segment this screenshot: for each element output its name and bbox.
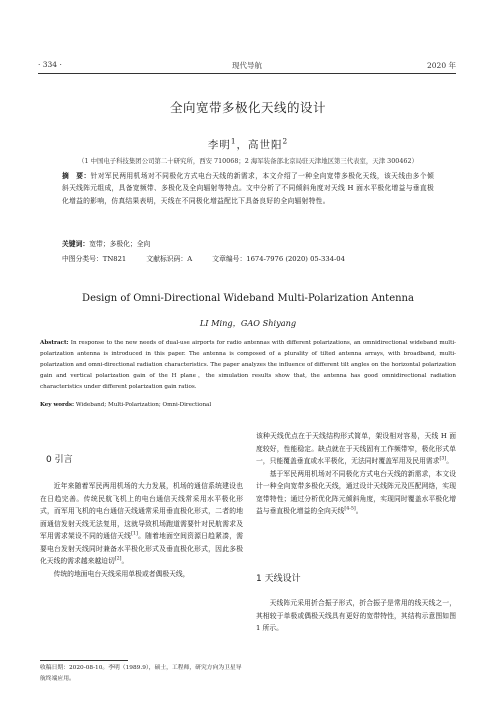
paragraph: 传统的地面电台天线采用单极或者偶极天线，	[53, 569, 190, 578]
citation: [3]	[439, 456, 447, 462]
journal-name: 现代导航	[232, 61, 262, 70]
document-code: 文献标识码：A	[146, 255, 193, 263]
section-0-heading: 0 引言	[46, 455, 73, 465]
keywords-cn	[62, 238, 150, 248]
abstract-en-label: Abstract:	[40, 340, 69, 346]
running-header	[38, 60, 456, 72]
page-number: · 334 ·	[38, 60, 62, 69]
citation: [4-5]	[344, 506, 356, 512]
author-1: 李明	[207, 139, 231, 151]
abstract-en-text: In response to the new needs of dual-use airports for radio antennas with different polarizations, an omnidirectional wideband multi-polarization antenna is introduced in this paper. The antenna is composed of a plurality of tilted antenna arrays, with broadband, multi-polarization and omni-directional radiation characteristics. The paper analyzes the influence of different tilt angles on the horizontal polarization gain and vertical polarization gain of the H plane，the simulation results show that, the antenna has good omnidirectional radiation characteristics under different polarization gain ratios.	[40, 340, 456, 390]
keywords-en-label: Key words:	[40, 402, 75, 408]
journal-year: 2020 年	[427, 61, 456, 70]
footnote-rule	[40, 660, 128, 661]
header-rule	[38, 73, 456, 74]
clc-number: 中图分类号：TN821	[62, 255, 127, 263]
paragraph: 基于军民两用机场对不同极化方式电台天线的新需求，本文设计一种全向宽带多极化天线，通过设计天线阵元及匹配网络，实现宽带特性；通过分析优化阵元倾斜角度，实现同时覆盖水平极化增益与垂直极化增益的全向天线[4-5]。	[256, 469, 456, 515]
author-line: 李明$^1$，高世阳$^2$	[207, 136, 289, 151]
right-column	[256, 430, 456, 518]
left-column	[40, 480, 243, 580]
paper-title-en: Design of Omni-Directional Wideband Multi-Polarization Antenna	[82, 293, 414, 304]
keywords-en	[40, 402, 211, 408]
author-2: 高世阳	[248, 139, 283, 151]
paragraph: 近年来随着军民两用机场的大力发展，机场的通信系统建设也在日趋完善。传统民航飞机上的电台通信天线常采用水平极化形式，而军用飞机的电台通信天线通常采用垂直极化形式，二者的地面通信发射天线无法复用，这就导致机场跑道需要针对民航需求及军用需求架设不同的通信天线[1]。随着地面空间资源日趋紧凑，需要电台发射天线同时兼备水平极化形式及垂直极化形式，因此多极化天线的需求越来越迫切[2]。	[40, 482, 244, 565]
classification-line	[62, 253, 434, 263]
section-1-body	[256, 597, 456, 635]
keywords-en-text: Wideband; Multi-Polarization; Omni-Directional	[74, 402, 212, 408]
affiliation: （1 中国电子科技集团公司第二十研究所，西安 710068；2 海军装备部北京局驻天津地区第三代表室，天津 300462）	[78, 157, 418, 165]
keywords-cn-label: 关键词：	[62, 240, 90, 248]
author-2-affil: 2	[282, 136, 289, 146]
citation: [1]	[131, 531, 138, 537]
author-1-affil: 1	[230, 136, 237, 146]
authors-en: LI Ming，GAO Shiyang	[199, 318, 297, 328]
footnote: 收稿日期：2020-08-10。李明（1989.9），硕士，工程师，研究方向为卫星导航终端应用。	[40, 665, 242, 682]
paragraph: 该种天线优点在于天线结构形式简单，架设相对容易，天线 H 面度较好，性能稳定。缺点就在于天线固有工作频带窄，极化形式单一，只能覆盖垂直或水平极化，无法同时覆盖军用及民用需求[3]。	[256, 432, 456, 465]
abstract-cn-label: 摘 要：	[62, 172, 91, 180]
section-1-heading: 1 天线设计	[256, 574, 301, 584]
abstract-en	[40, 338, 456, 393]
citation: [2]	[114, 556, 122, 562]
article-number: 文章编号：1674-7976 (2020) 05-334-04	[212, 255, 345, 263]
paper-title: 全向宽带多极化天线的设计	[169, 100, 326, 115]
paragraph: 天线阵元采用折合振子形式，折合振子是常用的线天线之一，其相较于单极或偶极天线具有更好的宽带特性，其结构示意图如图 1 所示。	[256, 599, 456, 632]
abstract-cn-text: 针对军民两用机场对不同极化方式电台天线的新需求，本文介绍了一种全向宽带多极化天线，该天线由多个倾斜天线阵元组成，具备宽频带、多极化及全向辐射等特点。文中分析了不同倾斜角度对天线 H 面水平极化增益与垂直极化增益的影响，仿真结果表明，天线在不同极化增益配比下具备良好的全向辐射特性。	[62, 172, 434, 205]
abstract-cn	[62, 170, 434, 207]
keywords-cn-text: 宽带；多极化；全向	[89, 240, 151, 248]
